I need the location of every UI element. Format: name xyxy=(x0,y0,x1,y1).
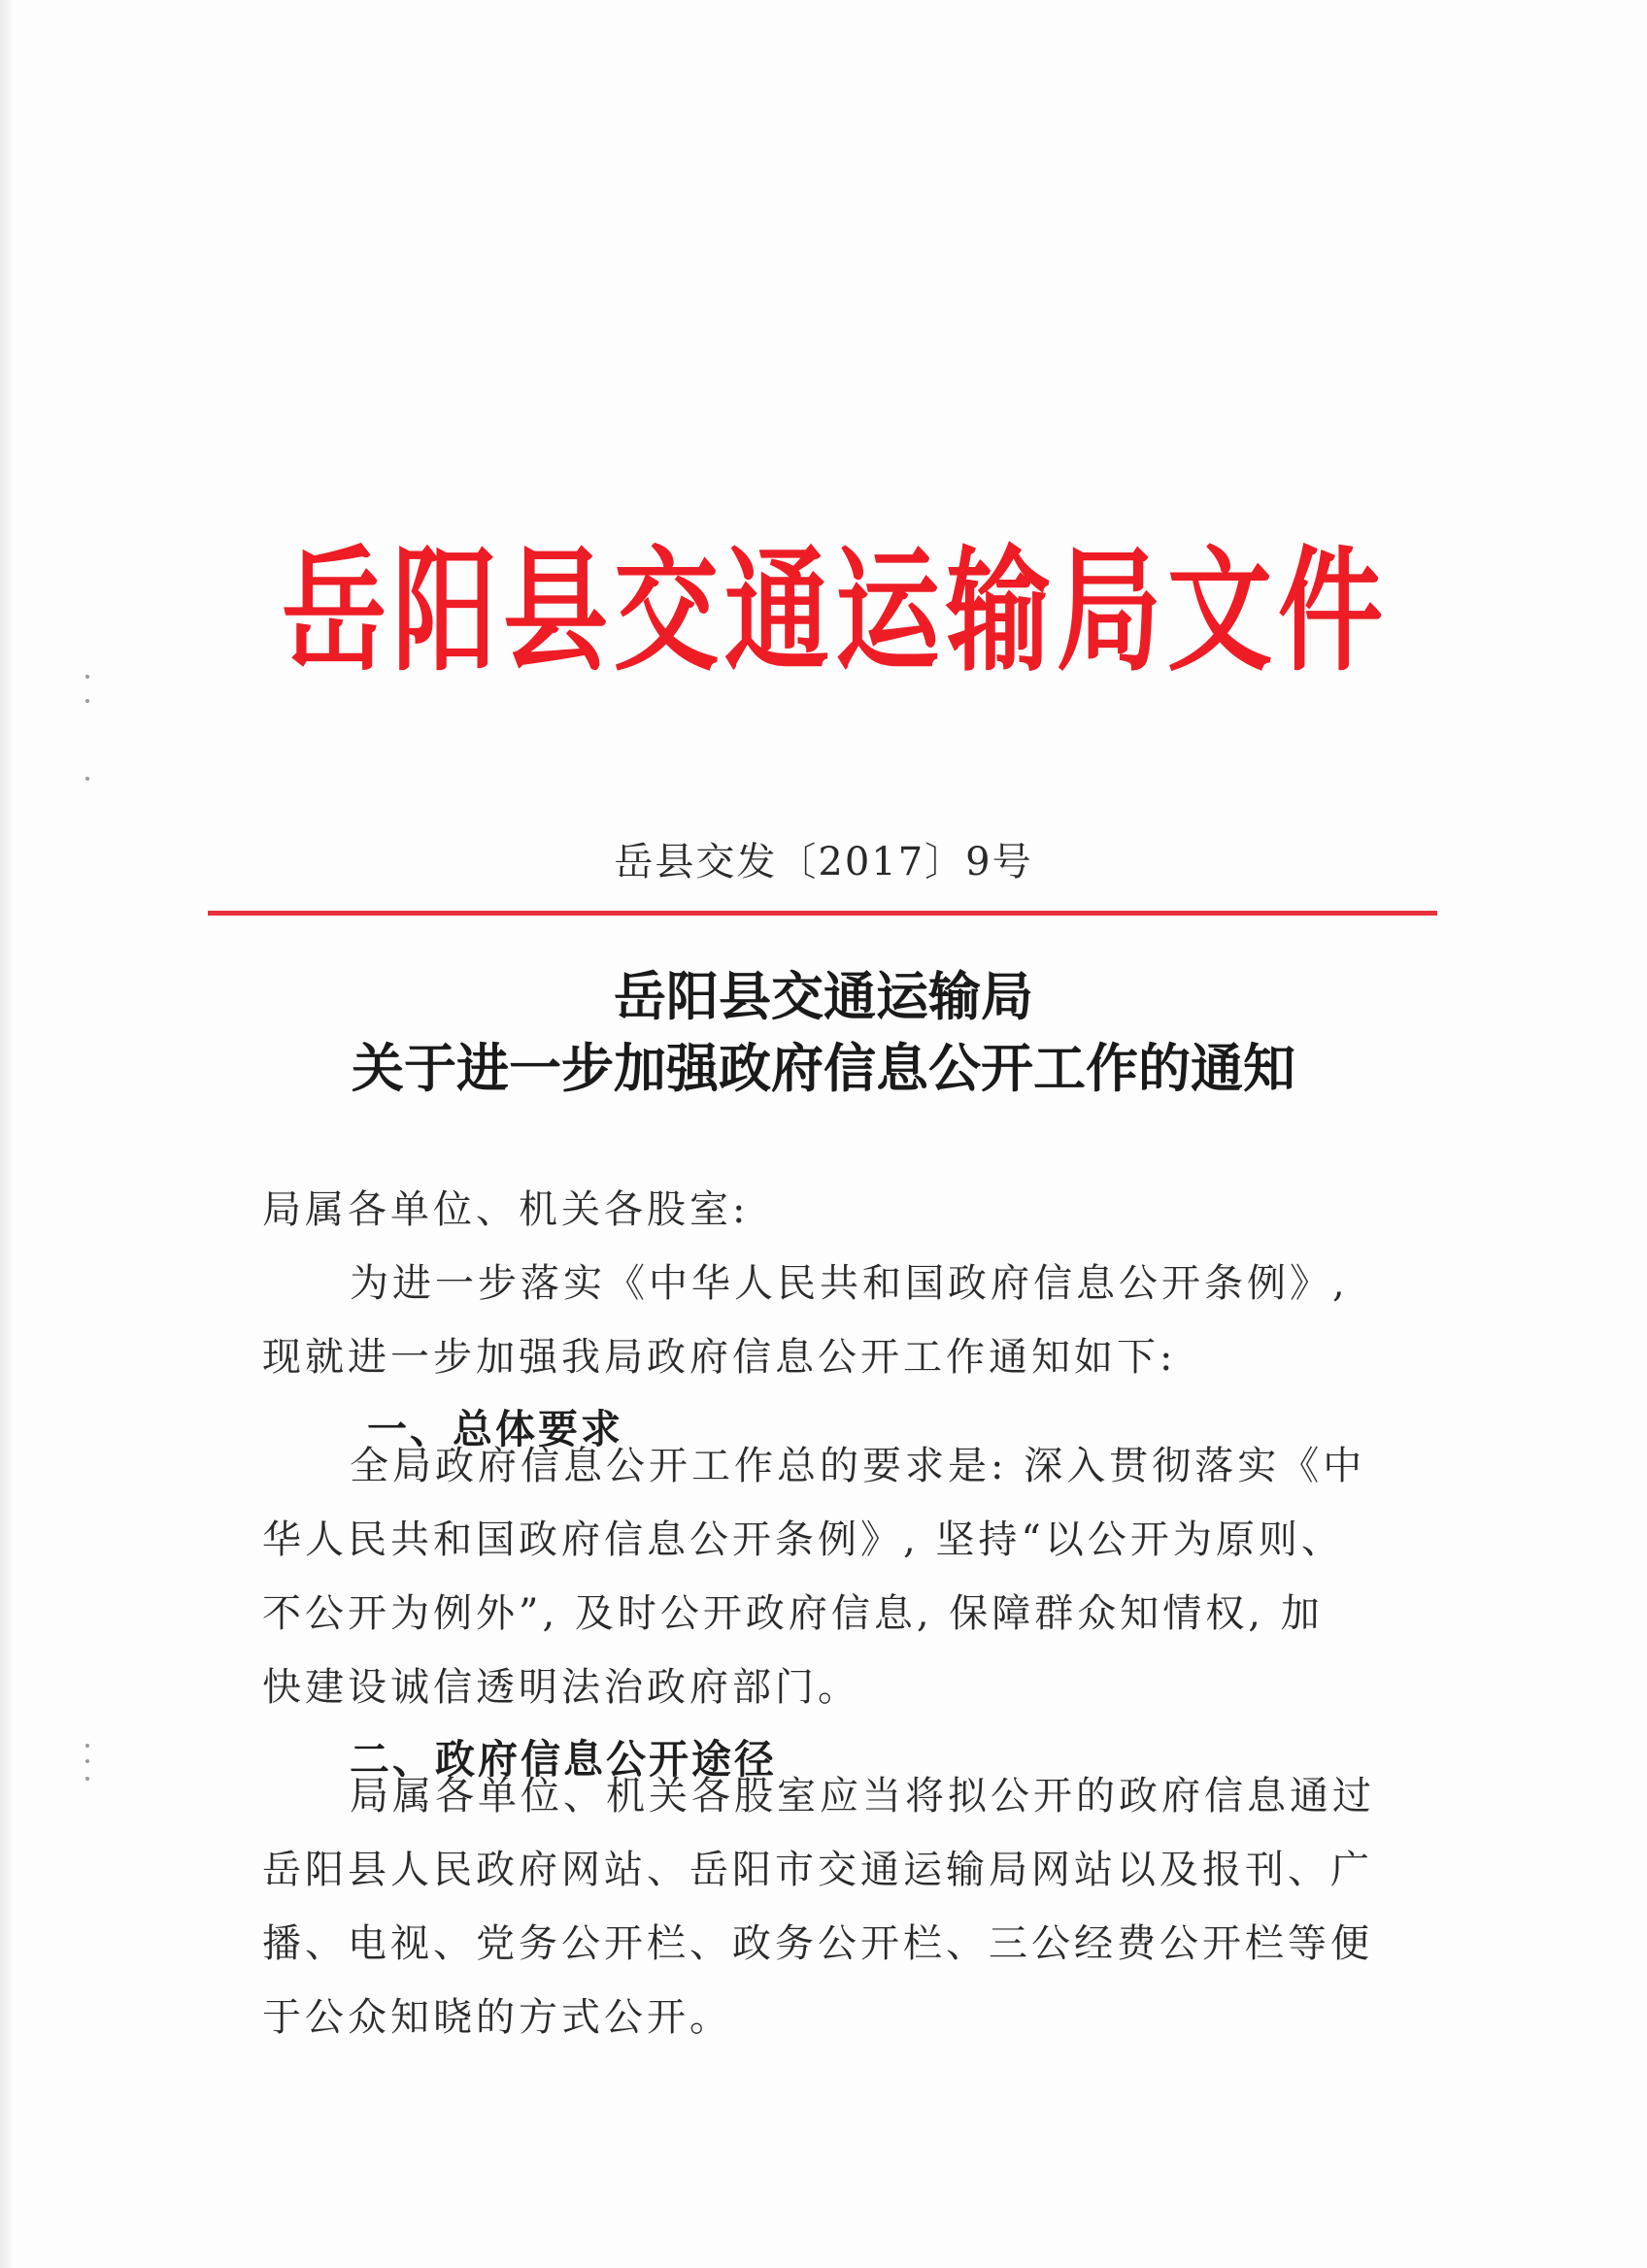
paragraph-line: 快建设诚信透明法治政府部门。 xyxy=(262,1665,860,1710)
binding-hole-mark xyxy=(85,1744,89,1748)
salutation: 局属各单位、机关各股室: xyxy=(262,1187,750,1232)
intro-line: 为进一步落实《中华人民共和国政府信息公开条例》, xyxy=(350,1261,1349,1306)
notice-title-line-1: 岳阳县交通运输局 xyxy=(614,965,1033,1027)
scan-edge xyxy=(0,0,14,2268)
binding-hole-mark xyxy=(85,1759,89,1763)
paragraph-line: 华人民共和国政府信息公开条例》, 坚持“以公开为原则、 xyxy=(262,1518,1344,1562)
section-heading-general-requirements: 一、总体要求 xyxy=(367,1406,623,1452)
paragraph-line: 于公众知晓的方式公开。 xyxy=(262,1995,732,2040)
binding-hole-mark xyxy=(85,675,89,679)
paragraph-line: 不公开为例外”, 及时公开政府信息, 保障群众知情权, 加 xyxy=(262,1591,1324,1636)
binding-hole-mark xyxy=(85,777,89,781)
paragraph-line: 局属各单位、机关各股室应当将拟公开的政府信息通过 xyxy=(350,1774,1375,1818)
section-heading-disclosure-channels: 二、政府信息公开途径 xyxy=(350,1736,777,1783)
paragraph-line: 播、电视、党务公开栏、政务公开栏、三公经费公开栏等便 xyxy=(262,1921,1373,1966)
document-number: 岳县交发〔2017〕9号 xyxy=(614,840,1033,884)
binding-hole-mark xyxy=(85,1777,89,1781)
intro-line: 现就进一步加强我局政府信息公开工作通知如下: xyxy=(262,1335,1177,1380)
binding-hole-mark xyxy=(85,699,89,703)
notice-title-line-2: 关于进一步加强政府信息公开工作的通知 xyxy=(352,1037,1295,1099)
red-divider-line xyxy=(208,911,1437,916)
letterhead-title: 岳阳县交通运输局文件 xyxy=(282,533,1390,690)
paragraph-line: 岳阳县人民政府网站、岳阳市交通运输局网站以及报刊、广 xyxy=(262,1848,1373,1892)
paragraph-line: 全局政府信息公开工作总的要求是: 深入贯彻落实《中 xyxy=(350,1444,1366,1488)
